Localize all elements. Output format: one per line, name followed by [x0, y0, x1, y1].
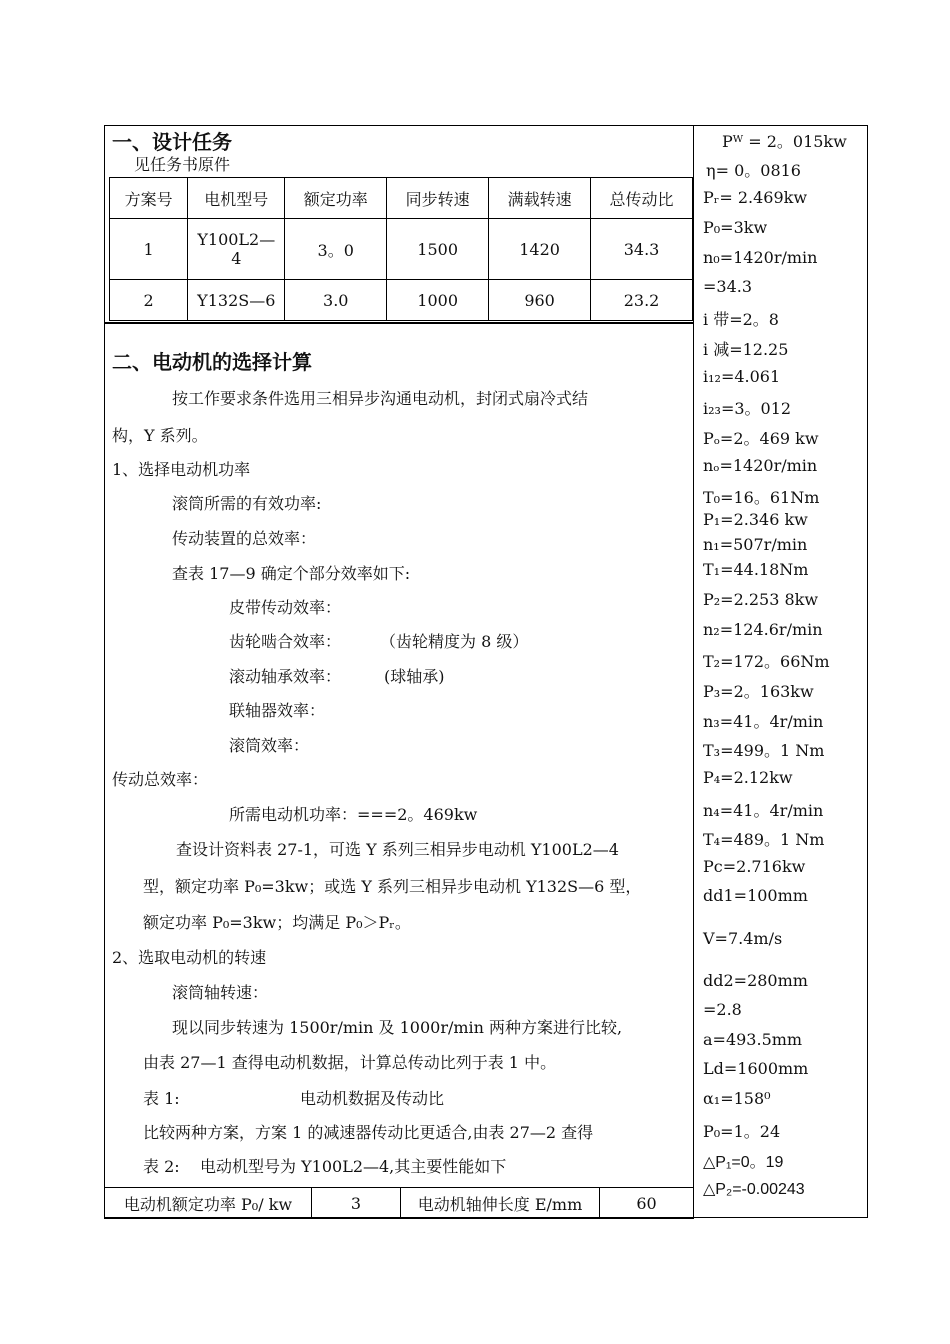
result-value: dd2=280mm — [703, 971, 808, 990]
table-cell: 23.2 — [591, 280, 693, 321]
result-value: n₂=124.6r/min — [703, 620, 823, 639]
result-value: Pᵣ= 2.469kw — [703, 188, 808, 207]
scheme-table — [109, 177, 693, 321]
table-caption-title: 电动机数据及传动比 — [300, 1089, 445, 1108]
table-cell: 1000 — [387, 280, 489, 321]
body-text: 滚动轴承效率： — [229, 667, 342, 686]
body-text: 按工作要求条件选用三相异步沟通电动机，封闭式扇冷式结 — [172, 389, 589, 408]
table-cell: 电动机轴伸长度 E/mm — [401, 1188, 600, 1219]
body-text: 现以同步转速为 1500r/min 及 1000r/min 两种方案进行比较, — [172, 1018, 623, 1037]
body-text: (球轴承) — [384, 667, 445, 686]
result-value: n₄=41。4r/min — [703, 801, 824, 820]
result-value: n₁=507r/min — [703, 535, 808, 554]
result-value: i 带=2。8 — [703, 310, 779, 329]
result-value: i₂₃=3。012 — [703, 399, 792, 418]
table-header-cell: 额定功率 — [285, 178, 387, 219]
result-value: η= 0。0816 — [706, 161, 801, 180]
performance-table — [104, 1187, 694, 1219]
result-value: n₀=1420r/min — [703, 248, 818, 267]
body-text: 齿轮啮合效率： — [229, 632, 342, 651]
table-cell: 电动机额定功率 P₀/ kw — [105, 1188, 312, 1219]
table-cell: 3。0 — [285, 219, 387, 280]
result-value: T₂=172。66Nm — [703, 652, 830, 671]
body-text: 额定功率 P₀=3kw；均满足 P₀＞Pᵣ。 — [143, 913, 411, 932]
table-header-cell: 总传动比 — [591, 178, 693, 219]
result-value: T₁=44.18Nm — [703, 560, 809, 579]
result-value: =34.3 — [703, 277, 753, 296]
table-cell: 2 — [110, 280, 188, 321]
table-cell: 60 — [600, 1188, 694, 1219]
result-value: P₃=2。163kw — [703, 682, 814, 701]
body-text: 构，Y 系列。 — [112, 426, 208, 445]
body-text: 滚筒效率： — [229, 736, 310, 755]
body-text: 联轴器效率： — [229, 701, 326, 720]
result-value: △P₂=-0.00243 — [703, 1181, 805, 1198]
table-row — [110, 280, 693, 321]
table-cell: Y100L2—4 — [188, 219, 285, 280]
table-cell: 1 — [110, 219, 188, 280]
table-cell: 1500 — [387, 219, 489, 280]
section-divider — [104, 322, 694, 324]
table-header-cell: 满载转速 — [489, 178, 591, 219]
step-heading: 2、选取电动机的转速 — [112, 948, 267, 967]
table-header-cell: 同步转速 — [387, 178, 489, 219]
column-divider — [693, 125, 694, 1218]
result-value: Pᵂ = 2。015kw — [722, 132, 847, 151]
result-value: n₃=41。4r/min — [703, 712, 824, 731]
result-value: Pₒ=2。469 kw — [703, 429, 819, 448]
body-text: 由表 27—1 查得电动机数据，计算总传动比列于表 1 中。 — [143, 1053, 557, 1072]
section2-title: 二、电动机的选择计算 — [112, 350, 312, 374]
body-text: 查设计资料表 27-1，可选 Y 系列三相异步电动机 Y100L2—4 — [176, 840, 619, 859]
result-value: V=7.4m/s — [703, 929, 783, 948]
step-heading: 1、选择电动机功率 — [112, 460, 251, 479]
result-value: a=493.5mm — [703, 1030, 803, 1049]
section1-title: 一、设计任务 — [112, 130, 232, 154]
result-value: P₄=2.12kw — [703, 768, 793, 787]
result-value: dd1=100mm — [703, 886, 808, 905]
table-caption-label: 表 1: — [143, 1089, 180, 1108]
result-value: T₀=16。61Nm — [703, 488, 820, 507]
result-value: P₀=1。24 — [703, 1122, 781, 1141]
body-text: 所需电动机功率：===2。469kw — [229, 805, 478, 824]
result-value: T₄=489。1 Nm — [703, 830, 825, 849]
table-header-cell: 方案号 — [110, 178, 188, 219]
result-value: T₃=499。1 Nm — [703, 741, 825, 760]
table-cell: 3.0 — [285, 280, 387, 321]
body-text: 滚筒所需的有效功率: — [172, 494, 322, 513]
body-text: 传动装置的总效率： — [172, 529, 317, 548]
body-text: 型，额定功率 P₀=3kw；或选 Y 系列三相异步电动机 Y132S—6 型， — [143, 877, 642, 896]
table-header-row — [110, 178, 693, 219]
body-text: 皮带传动效率： — [229, 598, 342, 617]
result-value: Pc=2.716kw — [703, 857, 806, 876]
table-cell: 3 — [312, 1188, 401, 1219]
result-value: i₁₂=4.061 — [703, 367, 781, 386]
table-row — [110, 219, 693, 280]
body-text: 滚筒轴转速： — [172, 983, 269, 1002]
table-cell: 960 — [489, 280, 591, 321]
table-cell: 34.3 — [591, 219, 693, 280]
table-cell: Y132S—6 — [188, 280, 285, 321]
body-text: 查表 17—9 确定个部分效率如下: — [172, 564, 411, 583]
result-value: nₒ=1420r/min — [703, 456, 818, 475]
section1-note: 见任务书原件 — [134, 155, 231, 174]
body-text: 比较两种方案，方案 1 的减速器传动比更适合,由表 27—2 查得 — [143, 1123, 594, 1142]
result-value: Ld=1600mm — [703, 1059, 809, 1078]
table-row — [105, 1188, 694, 1219]
body-text: 表 2: 电动机型号为 Y100L2—4,其主要性能如下 — [143, 1157, 507, 1176]
table-header-cell: 电机型号 — [188, 178, 285, 219]
result-value: △P₁=0。19 — [703, 1154, 784, 1171]
result-value: =2.8 — [703, 1000, 742, 1019]
result-value: P₀=3kw — [703, 218, 768, 237]
result-value: i 减=12.25 — [703, 340, 789, 359]
result-value: P₂=2.253 8kw — [703, 590, 819, 609]
result-value: α₁=158⁰ — [703, 1089, 771, 1108]
result-value: P₁=2.346 kw — [703, 510, 808, 529]
body-text: （齿轮精度为 8 级） — [380, 632, 529, 651]
body-text: 传动总效率： — [112, 770, 209, 789]
table-cell: 1420 — [489, 219, 591, 280]
